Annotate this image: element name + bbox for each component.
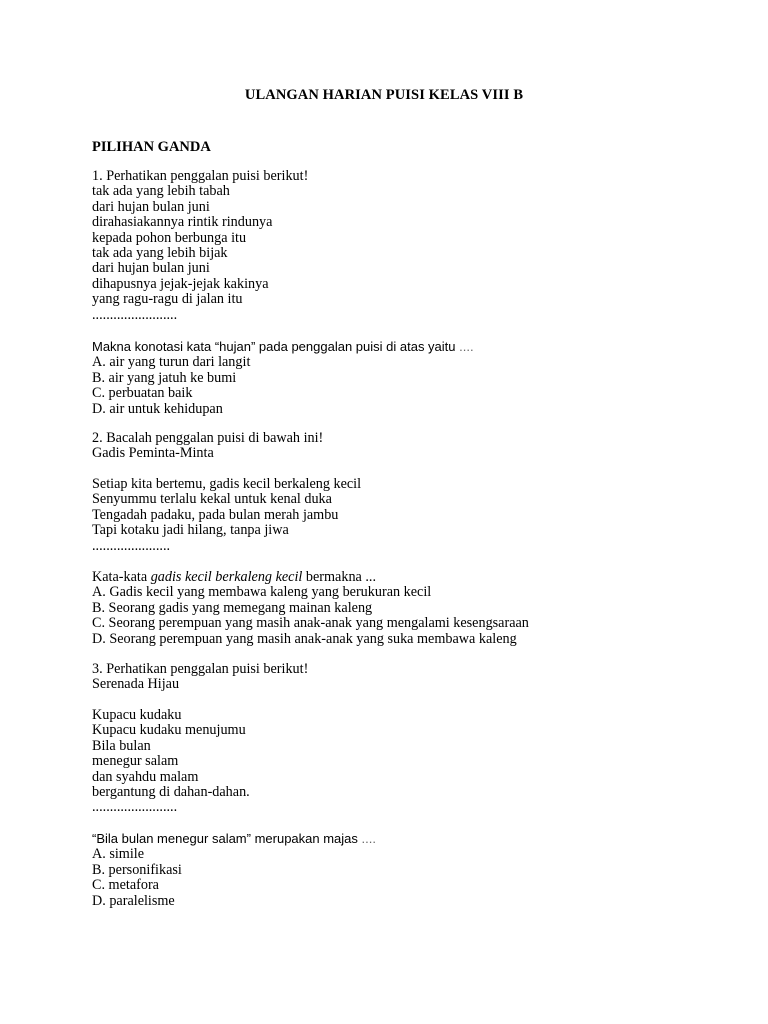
- section-heading: PILIHAN GANDA: [92, 139, 211, 155]
- q1-poem-line: dari hujan bulan juni: [92, 198, 210, 215]
- q2-option-a: A. Gadis kecil yang membawa kaleng yang berukuran kecil: [92, 584, 432, 601]
- q1-poem-line: yang ragu-ragu di jalan itu: [92, 291, 243, 308]
- q2-question-italic: gadis kecil berkaleng kecil: [150, 569, 303, 585]
- q1-option-a: A. air yang turun dari langit: [92, 354, 251, 371]
- page-title: ULANGAN HARIAN PUISI KELAS VIII B: [244, 87, 524, 103]
- q2-poem-line: Setiap kita bertemu, gadis kecil berkaleng kecil: [92, 476, 362, 492]
- q3-question-text: “Bila bulan menegur salam” merupakan majas: [92, 831, 358, 846]
- q3-instruction: 3. Perhatikan penggalan puisi berikut!: [92, 661, 309, 677]
- q3-option-d: D. paralelisme: [92, 892, 175, 909]
- q2-instruction: 2. Bacalah penggalan puisi di bawah ini!: [92, 430, 324, 446]
- q1-poem-line: dihapusnya jejak-jejak kakinya: [92, 275, 269, 292]
- question-3: [92, 662, 752, 693]
- q3-dots: ........................: [92, 799, 178, 816]
- question-1: [92, 169, 752, 323]
- q3-poem-line: menegur salam: [92, 753, 179, 770]
- q1-option-d: D. air untuk kehidupan: [92, 400, 223, 417]
- q3-poem-title: Serenada Hijau: [92, 676, 180, 693]
- question-2: [92, 431, 752, 462]
- q2-option-d: D. Seorang perempuan yang masih anak-anak yang suka membawa kaleng: [92, 630, 517, 647]
- q1-question-ellipsis: ....: [455, 339, 474, 354]
- q1-poem-line: dari hujan bulan juni: [92, 260, 210, 277]
- q3-poem-line: bergantung di dahan-dahan.: [92, 784, 250, 801]
- q1-poem-line: tak ada yang lebih tabah: [92, 183, 230, 200]
- q3-poem-line: Kupacu kudaku: [92, 707, 182, 723]
- question-2-prompt: [92, 570, 752, 647]
- q3-option-a: A. simile: [92, 846, 145, 863]
- q1-poem-line: tak ada yang lebih bijak: [92, 245, 228, 262]
- q1-option-b: B. air yang jatuh ke bumi: [92, 369, 237, 386]
- q3-option-c: C. metafora: [92, 877, 159, 894]
- q3-question-ellipsis: ....: [357, 831, 376, 846]
- question-3-poem: [92, 708, 752, 816]
- q1-poem-line: kepada pohon berbunga itu: [92, 229, 247, 246]
- q3-poem-line: dan syahdu malam: [92, 768, 199, 785]
- q2-question: [92, 570, 752, 585]
- q2-poem-line: Tengadah padaku, pada bulan merah jambu: [92, 506, 339, 523]
- q1-poem-line: dirahasiakannya rintik rindunya: [92, 214, 273, 231]
- q2-dots: ......................: [92, 537, 171, 554]
- q2-question-post: bermakna ...: [302, 569, 377, 585]
- q2-question-pre: Kata-kata: [92, 569, 151, 585]
- q3-question: [92, 831, 752, 847]
- question-3-prompt: [92, 831, 752, 909]
- q1-question: [92, 339, 752, 355]
- q2-poem-line: Tapi kotaku jadi hilang, tanpa jiwa: [92, 522, 289, 539]
- q3-poem-line: Kupacu kudaku menujumu: [92, 722, 246, 739]
- q2-poem-line: Senyummu terlalu kekal untuk kenal duka: [92, 491, 332, 508]
- q2-option-b: B. Seorang gadis yang memegang mainan kaleng: [92, 599, 373, 616]
- q1-question-text: Makna konotasi kata “hujan” pada penggalan puisi di atas yaitu: [92, 339, 456, 354]
- q3-poem-line: Bila bulan: [92, 737, 151, 754]
- question-1-prompt: [92, 339, 752, 417]
- q1-dots: ........................: [92, 306, 178, 323]
- q2-option-c: C. Seorang perempuan yang masih anak-anak yang mengalami kesengsaraan: [92, 615, 529, 632]
- question-2-poem: [92, 477, 752, 554]
- q1-option-c: C. perbuatan baik: [92, 385, 193, 402]
- q2-poem-title: Gadis Peminta-Minta: [92, 445, 214, 462]
- q3-option-b: B. personifikasi: [92, 861, 182, 878]
- q1-instruction: 1. Perhatikan penggalan puisi berikut!: [92, 168, 309, 184]
